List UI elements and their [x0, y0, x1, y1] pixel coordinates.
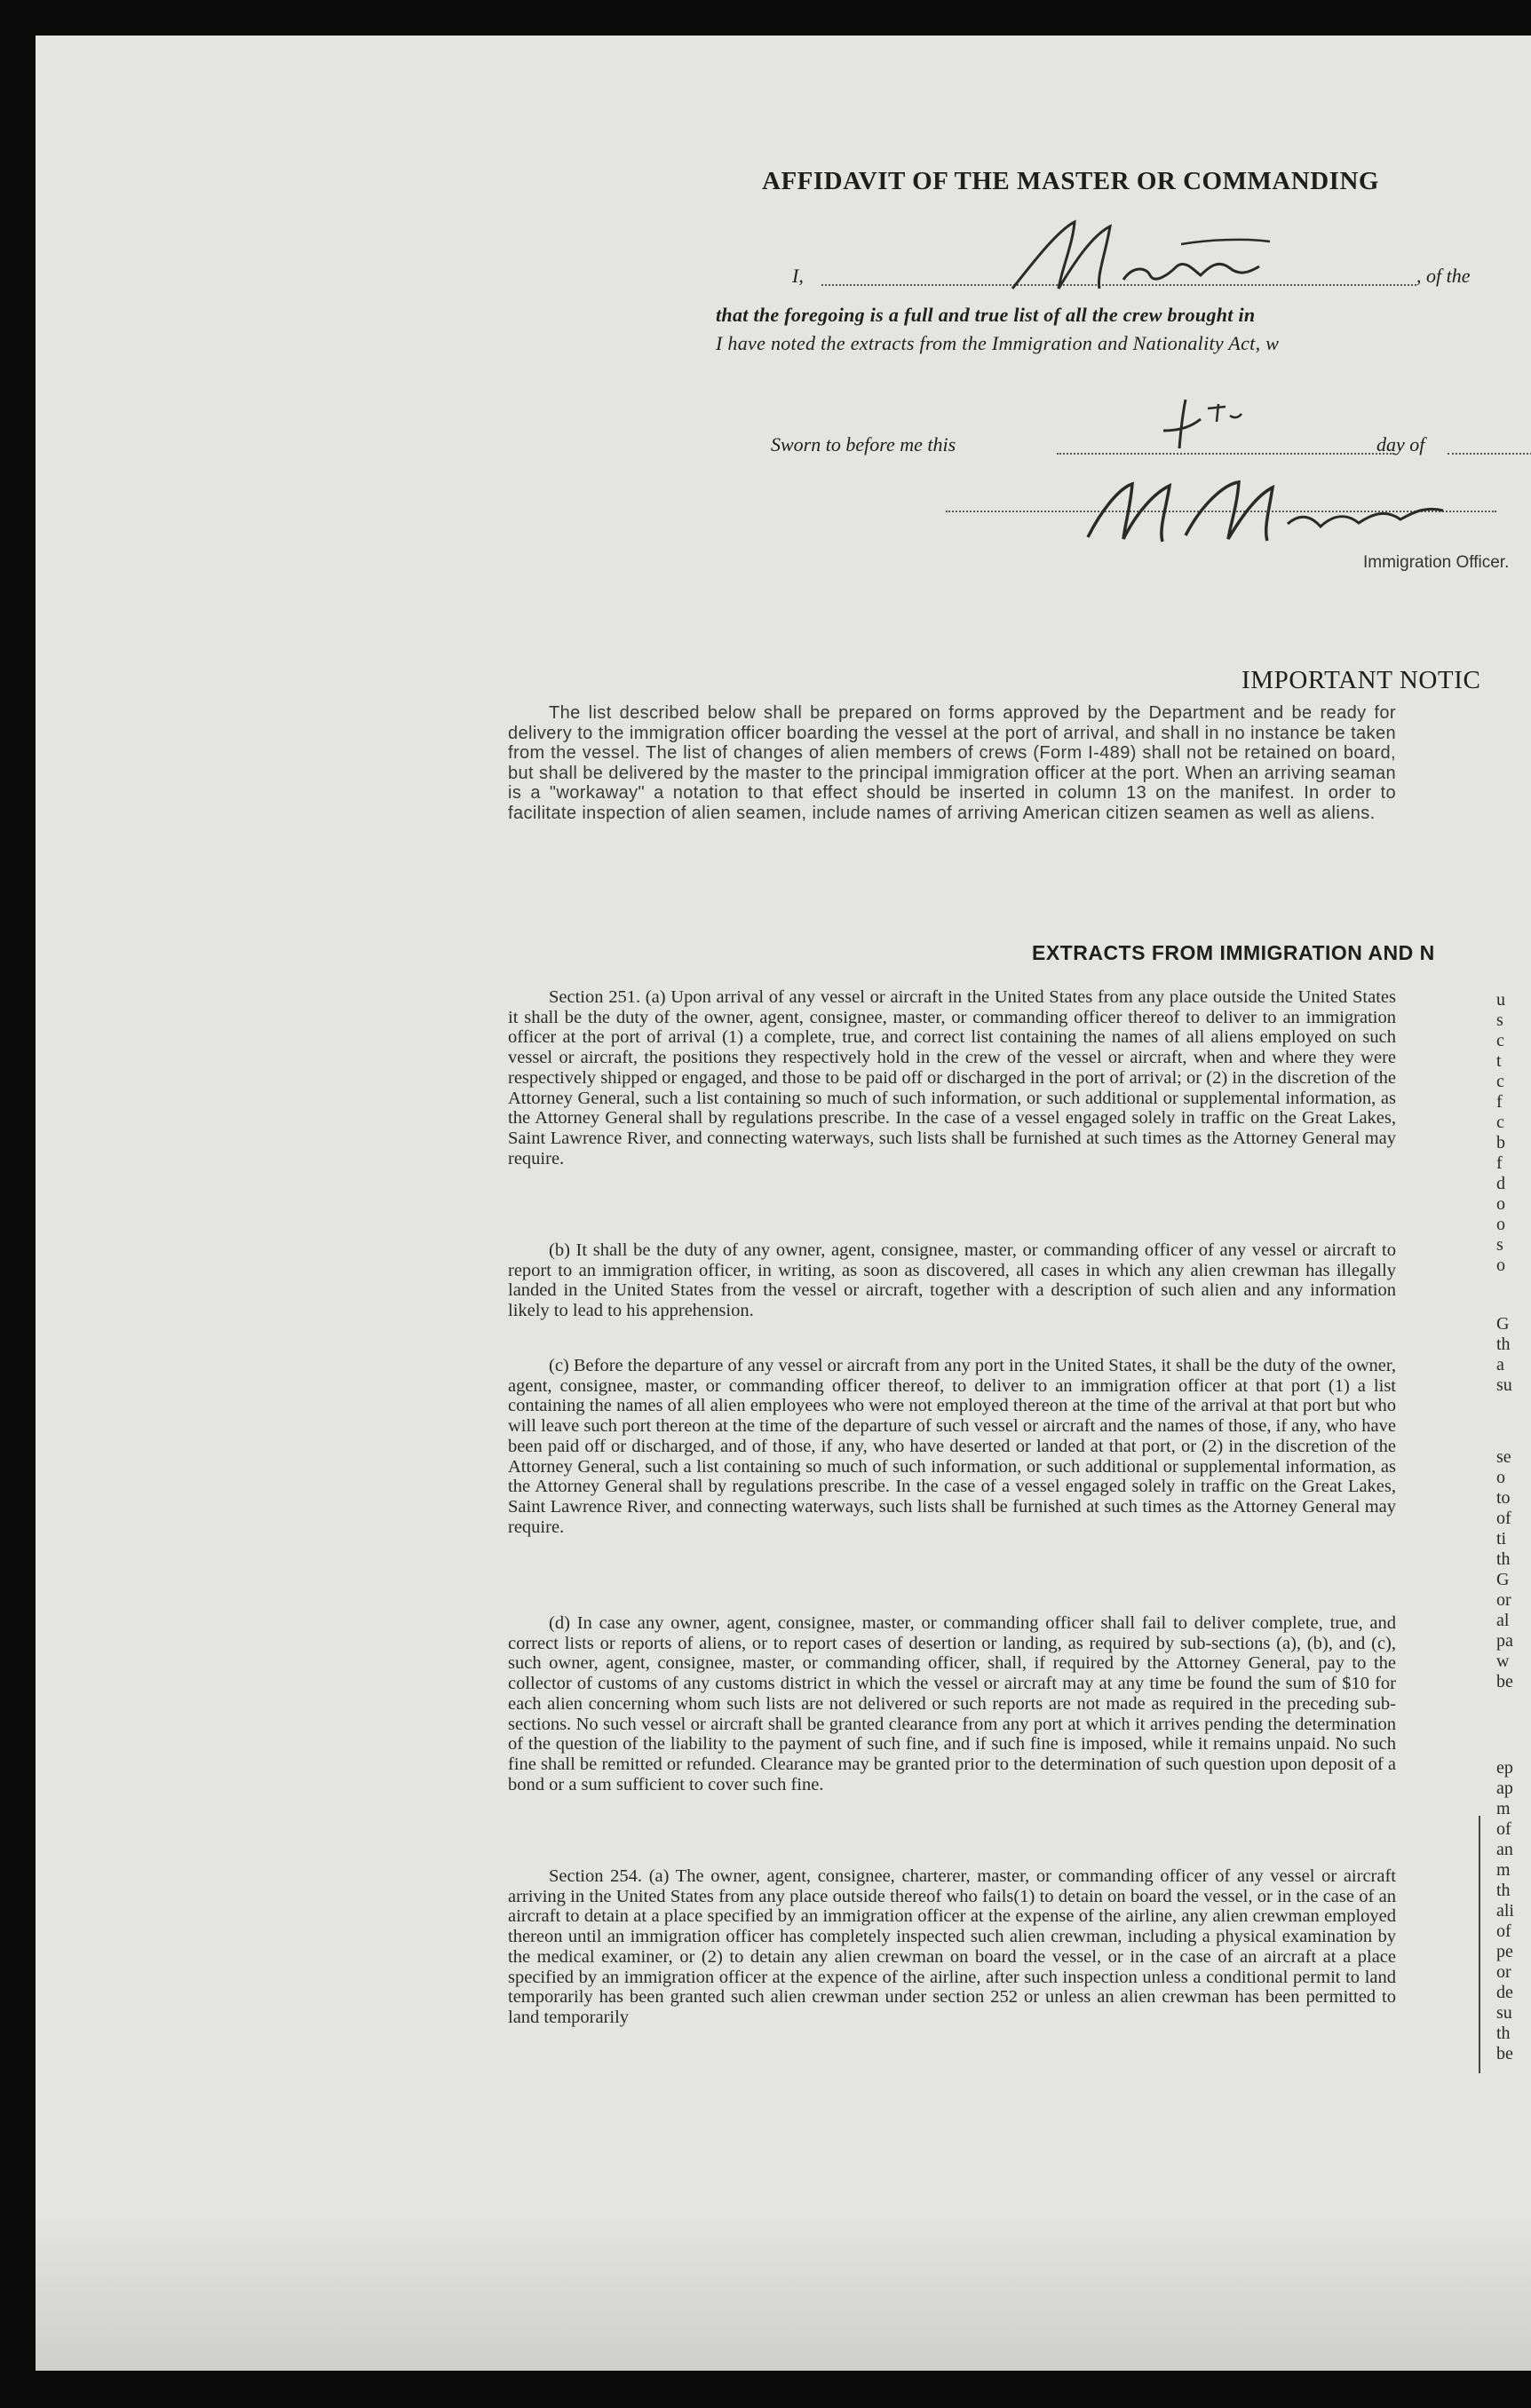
- right-fragment: su: [1496, 1375, 1512, 1395]
- right-fragment: of: [1496, 1509, 1511, 1528]
- right-fragment: th: [1496, 2024, 1511, 2043]
- sworn-label: Sworn to before me this: [771, 433, 956, 455]
- right-fragment: to: [1496, 1488, 1511, 1508]
- right-fragment: m: [1496, 1860, 1511, 1880]
- right-fragment: s: [1496, 1010, 1503, 1030]
- right-fragment: ap: [1496, 1778, 1513, 1798]
- right-fragment: c: [1496, 1031, 1504, 1050]
- right-fragment: o: [1496, 1194, 1505, 1214]
- right-fragment: d: [1496, 1174, 1505, 1193]
- right-fragment: su: [1496, 2003, 1512, 2023]
- right-fragment: be: [1496, 1672, 1513, 1691]
- document-page: [36, 36, 1531, 2371]
- page-shadow: [36, 2211, 1531, 2371]
- right-fragment: c: [1496, 1113, 1504, 1132]
- right-fragment: of: [1496, 1819, 1511, 1839]
- right-fragment: ali: [1496, 1901, 1514, 1921]
- affidavit-heading: AFFIDAVIT OF THE MASTER OR COMMANDING: [762, 167, 1379, 195]
- important-notice-heading: IMPORTANT NOTIC: [1241, 666, 1481, 694]
- right-fragment: c: [1496, 1072, 1504, 1091]
- handwritten-day: [1137, 391, 1279, 466]
- right-fragment: pe: [1496, 1942, 1513, 1961]
- right-fragment: de: [1496, 1983, 1513, 2002]
- right-fragment: o: [1496, 1215, 1505, 1234]
- right-fragment: th: [1496, 1549, 1511, 1569]
- officer-label: Immigration Officer.: [1363, 553, 1510, 572]
- right-fragment: w: [1496, 1652, 1510, 1671]
- right-fragment: th: [1496, 1335, 1511, 1354]
- section-251a: Section 251. (a) Upon arrival of any vessel or aircraft in the United States from any place outside the United States it shall be the duty of the owner, agent, consignee, master, or commanding officer thereof to deliver to an immigration officer at the port of arrival (1) a complete, true, and correct list containing the names of all aliens employed on such vessel or aircraft, the positions they respectively hold in the crew of the vessel or aircraft, when and where they were respectively shipped or engaged, and those to be paid off or discharged in the port of arrival; or (2) in the discretion of the Attorney General, such a list containing so much of such information, or such additional or supplemental information, as the Attorney General shall by regulations prescribe. In the case of a vessel engaged solely in traffic on the Great Lakes, Saint Lawrence River, and connecting waterways, such lists shall be furnished at such times as the Attorney General may require.: [508, 987, 1396, 1168]
- section-251b: (b) It shall be the duty of any owner, agent, consignee, master, or commanding officer of any vessel or aircraft to report to an immigration officer, in writing, as soon as discovered, all cases in which any alien crewman has illegally landed in the United States from the vessel or aircraft, together with a description of such alien and any information likely to lead to his apprehension.: [508, 1240, 1396, 1321]
- right-fragment: a: [1496, 1355, 1504, 1374]
- right-fragment: o: [1496, 1255, 1505, 1275]
- section-254a: Section 254. (a) The owner, agent, consignee, charterer, master, or commanding officer of any vessel or aircraft arriving in the United States from any place outside thereof who fails(1) to detain on board the vessel, or in the case of an aircraft to detain at a place specified by an immigration officer at the expense of the airline, any alien crewman employed thereon until an immigration officer has completely inspected such alien crewman, including a physical examination by the medical examiner, or (2) to detain any alien crewman on board the vessel, or in the case of an aircraft at a place specified by an immigration officer at the expence of the airline, after such inspection unless a conditional permit to land temporarily has been granted such alien crewman under section 252 or unless an alien crewman has been permitted to land temporarily: [508, 1866, 1396, 2027]
- right-fragment: ti: [1496, 1529, 1507, 1549]
- affidavit-line2: that the foregoing is a full and true list of all the crew brought in: [716, 304, 1256, 326]
- affidavit-line1-suffix: , of the: [1416, 265, 1471, 287]
- right-fragment: pa: [1496, 1631, 1513, 1651]
- right-fragment: or: [1496, 1590, 1511, 1610]
- month-dotted-line: [1448, 453, 1531, 455]
- day-of-label: day of: [1376, 433, 1425, 455]
- right-fragment: G: [1496, 1314, 1510, 1334]
- right-fragment: th: [1496, 1881, 1511, 1900]
- right-fragment: of: [1496, 1921, 1511, 1941]
- right-fragment: or: [1496, 1962, 1511, 1982]
- right-fragment: ep: [1496, 1758, 1513, 1778]
- right-fragment: se: [1496, 1447, 1511, 1467]
- right-fragment: f: [1496, 1092, 1503, 1112]
- right-fragment: G: [1496, 1570, 1510, 1589]
- section-251d: (d) In case any owner, agent, consignee, master, or commanding officer shall fail to deliver complete, true, and correct lists or reports of aliens, or to report cases of desertion or landing, as required by sub-sections (a), (b), and (c), such owner, agent, consignee, master, or commanding officer, shall, if required by the Attorney General, pay to the collector of customs of any customs district in which the vessel or aircraft may at any time be found the sum of $10 for each alien concerning whom such lists are not delivered or such reports are not made as required in the preceding sub-sections. No such vessel or aircraft shall be granted clearance from any port at which it arrives pending the determination of the question of the liability to the payment of such fine, and if such fine is imposed, while it remains unpaid. No such fine shall be remitted or refunded. Clearance may be granted prior to the determination of such question upon deposit of a bond or a sum sufficient to cover such fine.: [508, 1613, 1396, 1794]
- right-fragment: f: [1496, 1153, 1503, 1173]
- right-fragment: t: [1496, 1051, 1502, 1071]
- handwritten-officer-signature: [1070, 457, 1531, 559]
- extracts-heading: EXTRACTS FROM IMMIGRATION AND N: [1032, 941, 1435, 964]
- right-fragment: s: [1496, 1235, 1503, 1255]
- right-column-rule: [1479, 1816, 1480, 2073]
- right-fragment: o: [1496, 1468, 1505, 1487]
- right-fragment: an: [1496, 1840, 1513, 1859]
- right-fragment: be: [1496, 2044, 1513, 2063]
- affidavit-line1-prefix: I,: [792, 265, 804, 287]
- section-251c: (c) Before the departure of any vessel or aircraft from any port in the United States, it shall be the duty of the owner, agent, consignee, master, or commanding officer thereof, to deliver to an immigration officer at that port (1) a list containing the names of all alien employees who were not employed thereon at the time of the arrival at that port but who will leave such port thereon at the time of the departure of such vessel or aircraft and the names of those, if any, who have been paid off or discharged, and of those, if any, who have deserted or landed at that port, or (2) in the discretion of the Attorney General, such a list containing so much of such information, or such additional or supplemental information, as the Attorney General shall by regulations prescribe. In the case of a vessel engaged solely in traffic on the Great Lakes, Saint Lawrence River, and connecting waterways, such lists shall be furnished at such times as the Attorney General may require.: [508, 1356, 1396, 1537]
- handwritten-master-signature: [977, 204, 1350, 306]
- right-fragment: u: [1496, 990, 1505, 1010]
- right-fragment: b: [1496, 1133, 1505, 1153]
- affidavit-line3: I have noted the extracts from the Immigration and Nationality Act, w: [716, 332, 1280, 354]
- right-fragment: al: [1496, 1611, 1510, 1630]
- right-fragment: m: [1496, 1799, 1511, 1818]
- important-notice-text: The list described below shall be prepared on forms approved by the Department and be ready for delivery to the immigration officer boarding the vessel at the port of arrival, and shall in no instance be taken from the vessel. The list of changes of alien members of crews (Form I-489) shall not be retained on board, but shall be delivered by the master to the principal immigration officer at the port. When an arriving seaman is a "workaway" a notation to that effect should be inserted in column 13 on the manifest. In order to facilitate inspection of alien seamen, include names of arriving American citizen seamen as well as aliens.: [508, 703, 1396, 823]
